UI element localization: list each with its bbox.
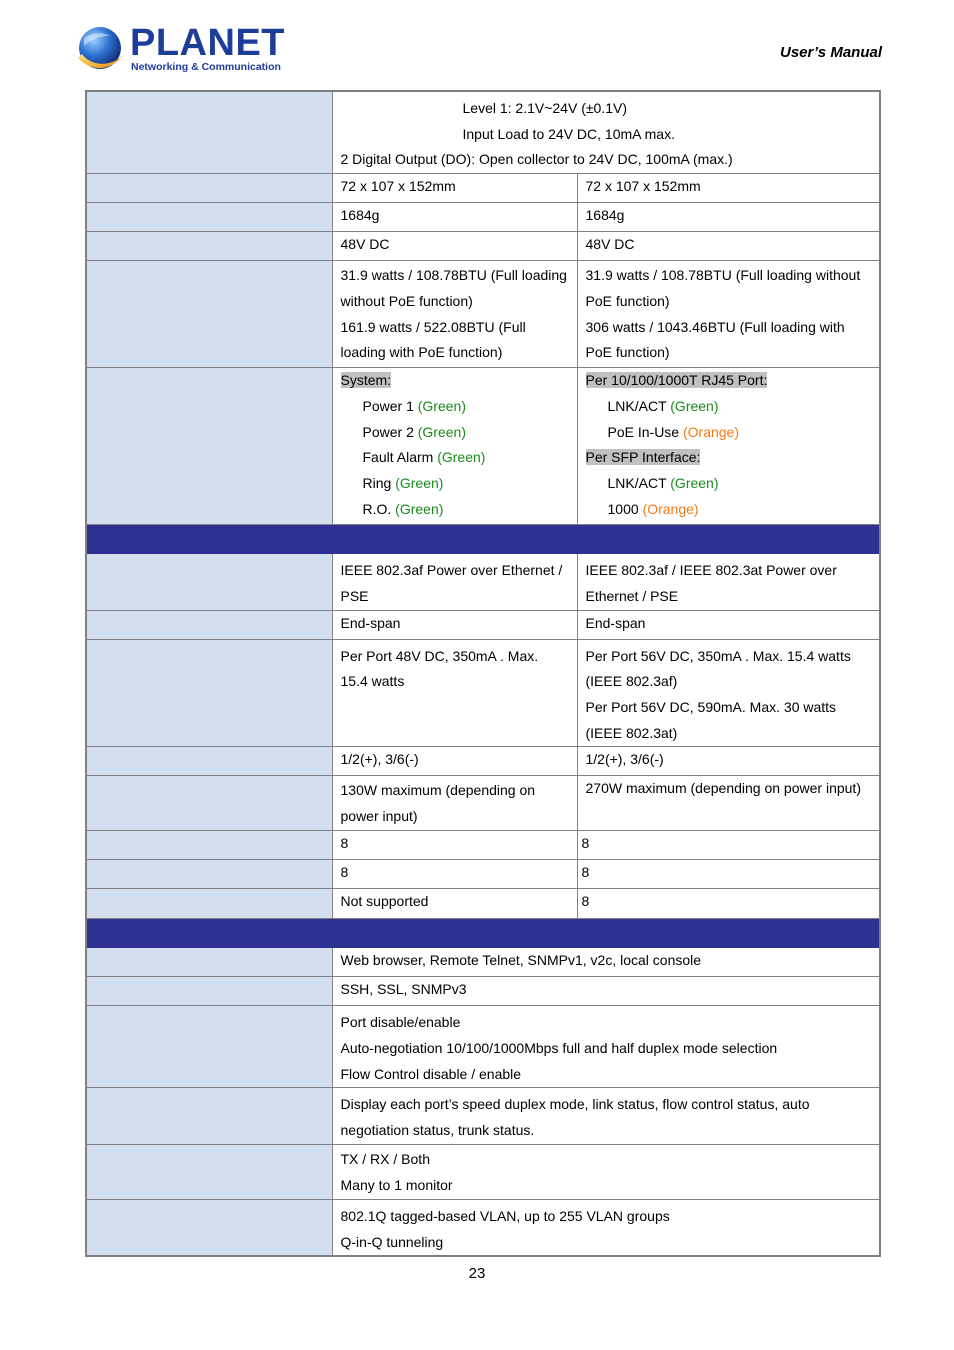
brand-name: PLANET [130, 22, 285, 64]
power-budget-a: 130W maximum (depending on power input) [332, 776, 577, 831]
led-color: (Green) [670, 397, 719, 414]
poe-standard-a: IEEE 802.3af Power over Ethernet / PSE [332, 554, 577, 610]
pin-assignment-b: 1/2(+), 3/6(-) [577, 747, 880, 776]
power-consumption-b2: 306 watts / 1043.46BTU (Full loading with PoE function) [585, 318, 845, 361]
led-ro: R.O. [362, 500, 396, 517]
led-sfp-1000: 1000 [607, 500, 643, 517]
value-cell [332, 91, 880, 174]
led-ring: Ring [362, 474, 396, 491]
poe-output-b [577, 639, 880, 747]
row-label-cell [86, 232, 332, 261]
port-config-l1: Port disable/enable [340, 1014, 461, 1031]
led-power2: Power 2 [362, 423, 418, 440]
power-consumption-a1: 31.9 watts / 108.78BTU (Full loading without PoE function) [340, 267, 567, 309]
row-label-cell [86, 261, 332, 368]
table-row [86, 747, 880, 776]
led-color: (Green) [417, 423, 466, 440]
af-devices-a: 8 [332, 831, 577, 860]
poe-output-b2: Per Port 56V DC, 590mA. Max. 30 watts (IEEE 802.3at) [585, 698, 837, 741]
led-color: (Green) [670, 474, 719, 491]
vlan-l2: Q-in-Q tunneling [340, 1233, 444, 1250]
row-label-cell [86, 831, 332, 860]
port-mirror-l2: Many to 1 monitor [340, 1176, 453, 1193]
at-devices-b: 8 [577, 889, 880, 919]
row-label-cell [86, 860, 332, 889]
mgmt-security: SSH, SSL, SNMPv3 [332, 977, 880, 1006]
row-label-cell [86, 203, 332, 232]
table-row [86, 554, 880, 610]
dimensions-a: 72 x 107 x 152mm [332, 174, 577, 203]
weight-b: 1684g [577, 203, 880, 232]
row-label-cell [86, 948, 332, 977]
power-consumption-a2: 161.9 watts / 522.08BTU (Full loading with PoE function) [340, 318, 526, 361]
section-bar [86, 919, 880, 948]
table-row [86, 977, 880, 1006]
led-power1: Power 1 [362, 397, 418, 414]
port-mirror-l1: TX / RX / Both [340, 1150, 430, 1167]
led-color: (Green) [395, 500, 444, 517]
table-row [86, 639, 880, 747]
led-system-heading: System: [340, 372, 392, 389]
poe-type-b: End-span [577, 610, 880, 639]
spec-table [85, 90, 881, 1257]
page-number: 23 [468, 1265, 486, 1282]
table-row [86, 203, 880, 232]
port-config-cell [332, 1006, 880, 1088]
row-label-cell [86, 639, 332, 747]
row-label-cell [86, 747, 332, 776]
led-color: (Green) [395, 474, 444, 491]
row-label-cell [86, 776, 332, 831]
table-row [86, 174, 880, 203]
power-consumption-a [332, 261, 577, 368]
led-port-cell [577, 368, 880, 525]
row-label-cell [86, 368, 332, 525]
table-row [86, 1144, 880, 1199]
led-color: (Green) [437, 449, 486, 466]
af-devices-b: 8 [577, 831, 880, 860]
table-row [86, 1088, 880, 1144]
power-consumption-b [577, 261, 880, 368]
row-label-cell [86, 174, 332, 203]
af-devices2-a: 8 [332, 860, 577, 889]
table-row [86, 831, 880, 860]
led-sfp-lnk: LNK/ACT [607, 474, 671, 491]
port-status: Display each port’s speed duplex mode, link status, flow control status, auto negotiation status, trunk status. [332, 1088, 880, 1144]
power-consumption-b1: 31.9 watts / 108.78BTU (Full loading without PoE function) [585, 267, 861, 309]
port-mirror-cell [332, 1144, 880, 1199]
table-row [86, 1199, 880, 1256]
row-label-cell [86, 977, 332, 1006]
led-color: (Orange) [642, 500, 699, 517]
planet-logo [74, 22, 285, 78]
poe-standard-b: IEEE 802.3af / IEEE 802.3at Power over Ethernet / PSE [577, 554, 880, 610]
poe-output-b1: Per Port 56V DC, 350mA . Max. 15.4 watts (IEEE 802.3af) [585, 647, 851, 690]
brand-tagline: Networking & Communication [131, 61, 281, 73]
row-label-cell [86, 554, 332, 610]
led-sfp-heading: Per SFP Interface: [585, 449, 701, 466]
led-rj45-heading: Per 10/100/1000T RJ45 Port: [585, 372, 768, 389]
poe-type-a: End-span [332, 610, 577, 639]
mgmt-interface: Web browser, Remote Telnet, SNMPv1, v2c, local console [332, 948, 880, 977]
led-fault-alarm: Fault Alarm [362, 449, 438, 466]
at-devices-a: Not supported [332, 889, 577, 919]
row-label-cell [86, 1006, 332, 1088]
table-row [86, 948, 880, 977]
dimensions-b: 72 x 107 x 152mm [577, 174, 880, 203]
row-label-cell [86, 1088, 332, 1144]
row-label-cell [86, 1144, 332, 1199]
led-system-cell [332, 368, 577, 525]
table-row [86, 1006, 880, 1088]
do-text: 2 Digital Output (DO): Open collector to 24V DC, 100mA (max.) [340, 151, 733, 168]
di-load-text: Input Load to 24V DC, 10mA max. [462, 125, 675, 142]
port-config-l3: Flow Control disable / enable [340, 1065, 522, 1082]
table-row [86, 610, 880, 639]
section-bar [86, 525, 880, 554]
vlan-cell [332, 1199, 880, 1256]
led-rj45-lnk: LNK/ACT [607, 397, 671, 414]
vlan-l1: 802.1Q tagged-based VLAN, up to 255 VLAN groups [340, 1207, 670, 1224]
led-color: (Green) [417, 397, 466, 414]
table-row [86, 91, 880, 174]
di-level-text: Level 1: 2.1V~24V (±0.1V) [462, 100, 628, 116]
row-label-cell [86, 1199, 332, 1256]
power-req-a: 48V DC [332, 232, 577, 261]
led-poe-in-use: PoE In-Use [607, 423, 683, 440]
row-label-cell [86, 91, 332, 174]
led-color: (Orange) [682, 423, 740, 440]
poe-output-a: Per Port 48V DC, 350mA . Max. 15.4 watts [332, 639, 577, 747]
table-row [86, 368, 880, 525]
row-label-cell [86, 610, 332, 639]
power-budget-b: 270W maximum (depending on power input) [577, 776, 880, 831]
globe-icon [74, 24, 126, 76]
table-row [86, 776, 880, 831]
table-row [86, 889, 880, 919]
table-row [86, 860, 880, 889]
weight-a: 1684g [332, 203, 577, 232]
table-row [86, 261, 880, 368]
manual-title: User’s Manual [780, 44, 882, 61]
row-label-cell [86, 889, 332, 919]
table-row [86, 232, 880, 261]
power-req-b: 48V DC [577, 232, 880, 261]
port-config-l2: Auto-negotiation 10/100/1000Mbps full and half duplex mode selection [340, 1040, 778, 1057]
af-devices2-b: 8 [577, 860, 880, 889]
pin-assignment-a: 1/2(+), 3/6(-) [332, 747, 577, 776]
